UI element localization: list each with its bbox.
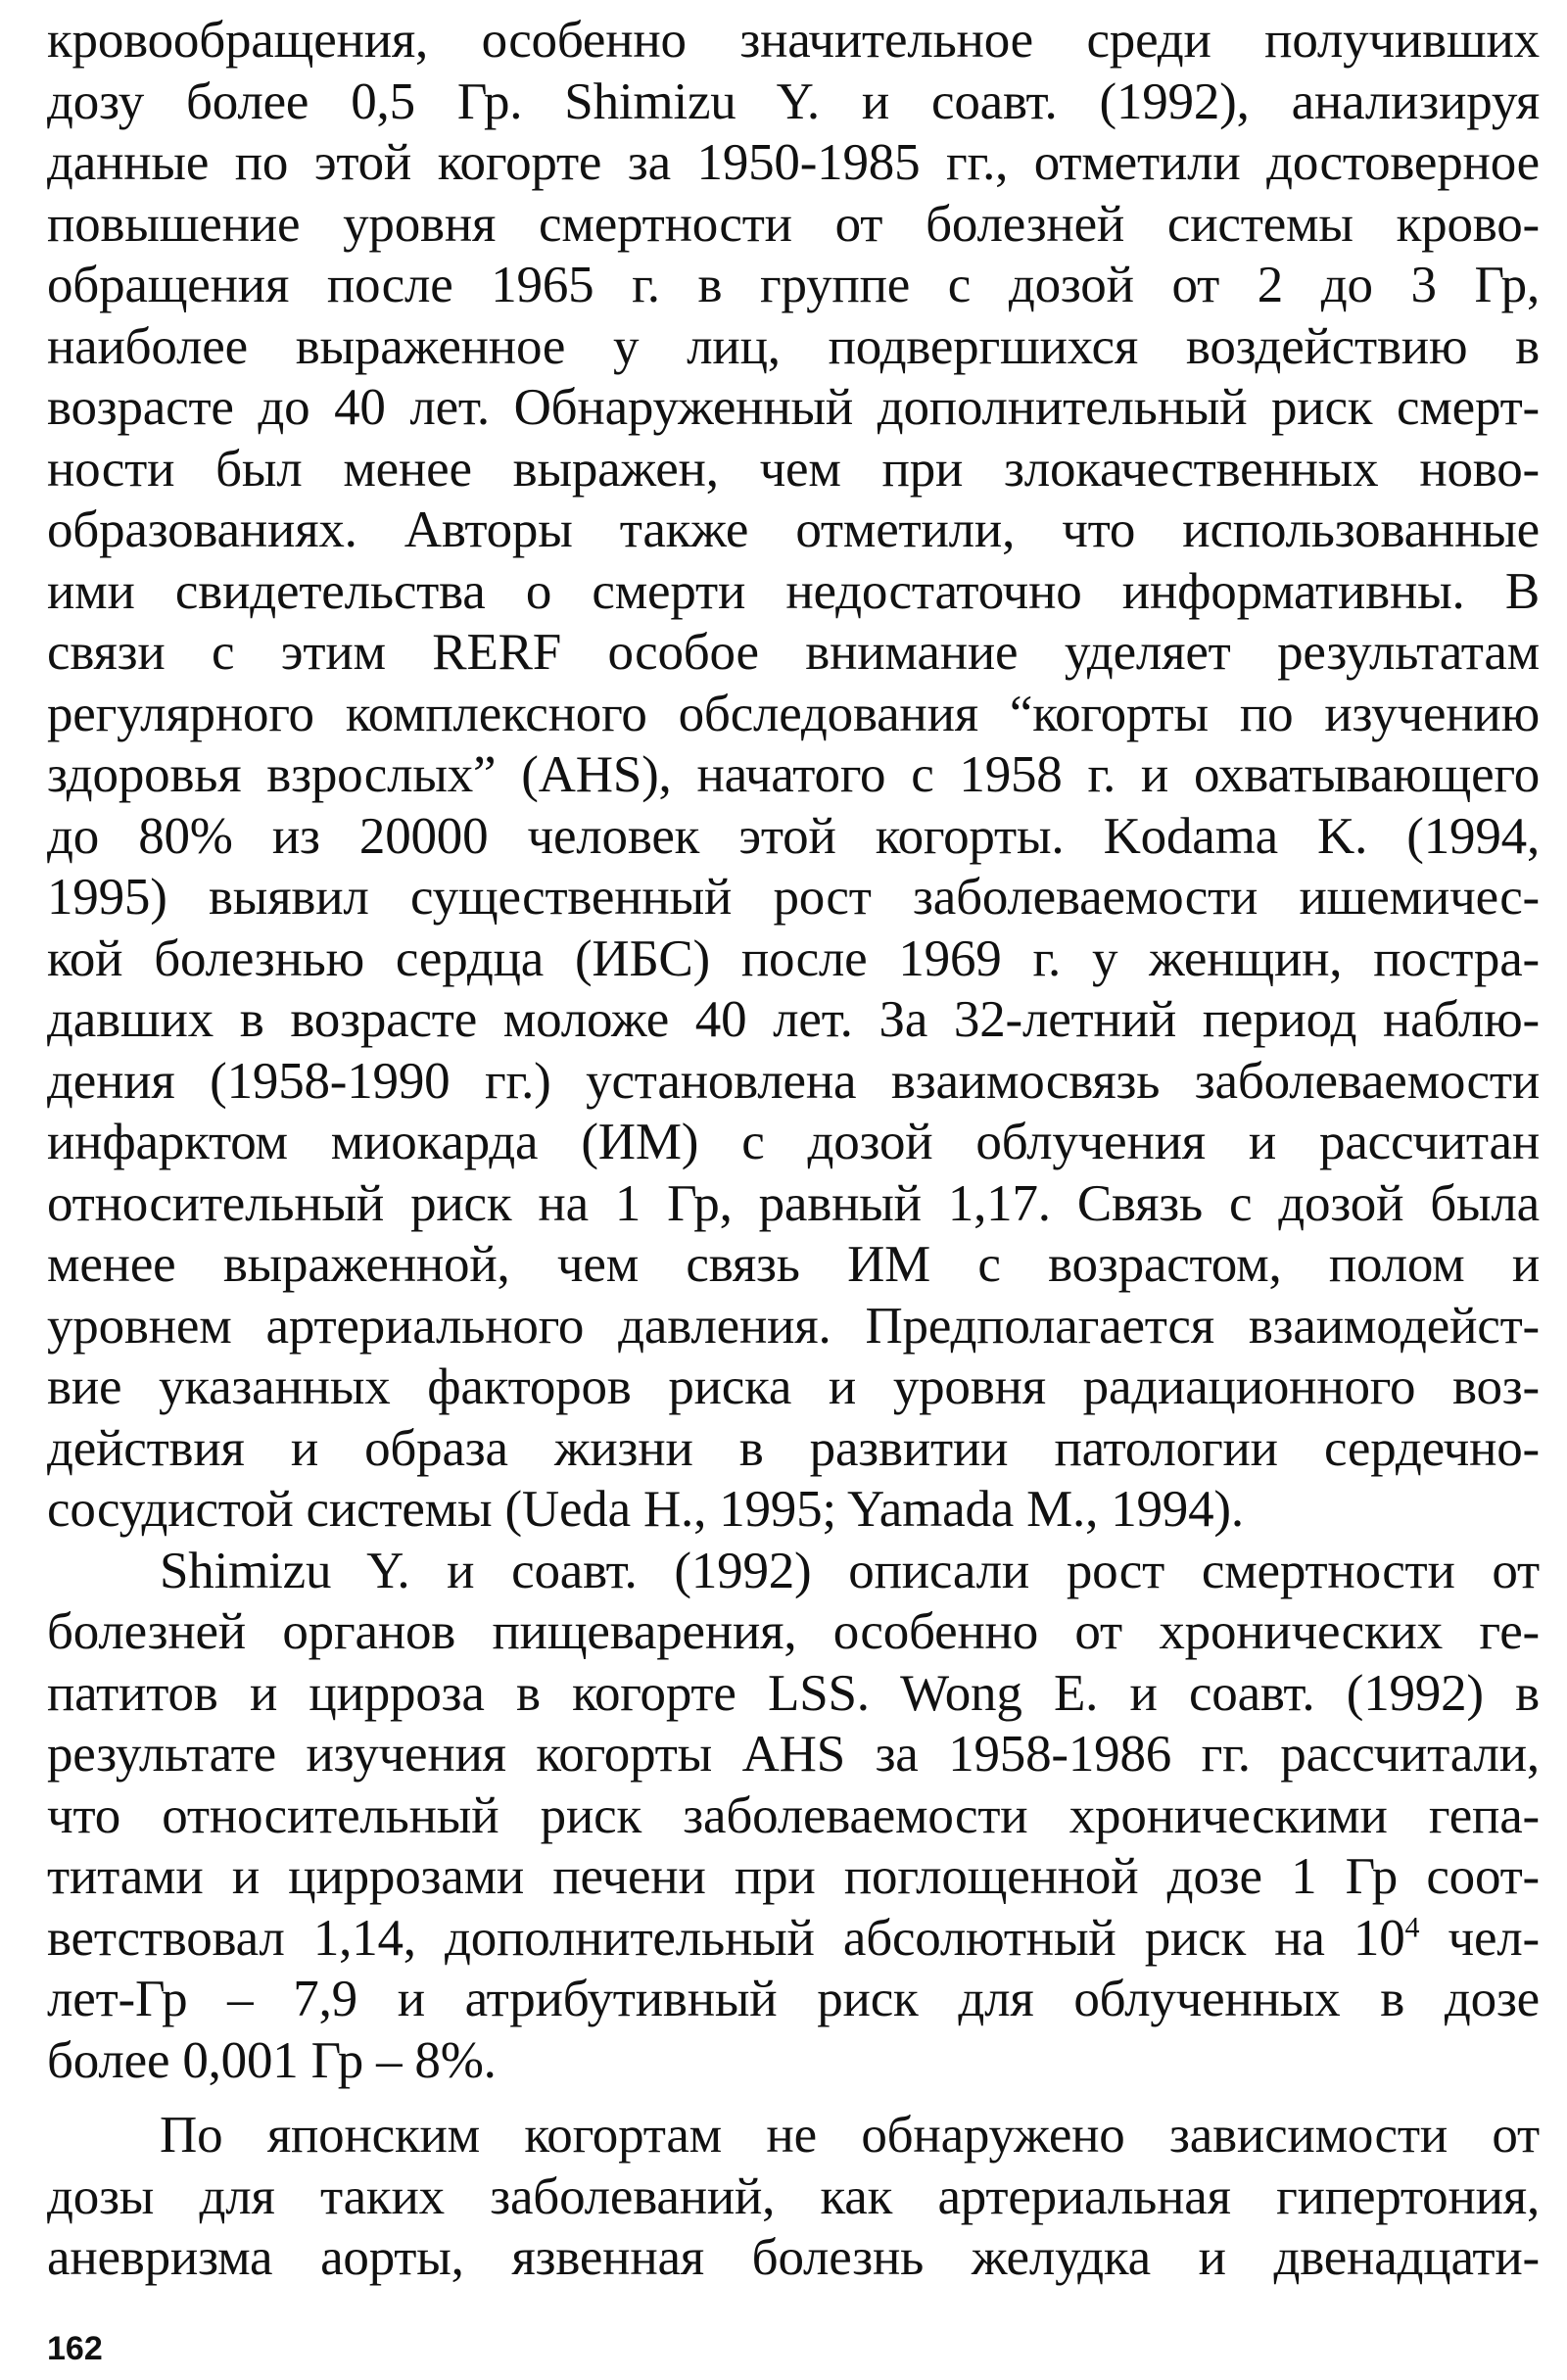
text-line: возрасте до 40 лет. Обнаруженный дополнительный риск смерт-: [47, 379, 1540, 436]
text-line: менее выраженной, чем связь ИМ с возрастом, полом и: [47, 1236, 1540, 1293]
text-line: болезней органов пищеварения, особенно от хронических ге-: [47, 1603, 1540, 1660]
text-line: наиболее выраженное у лиц, подвергшихся воздействию в: [47, 317, 1540, 375]
text-line: вие указанных факторов риска и уровня радиационного воз-: [47, 1358, 1540, 1415]
text-line: дозу более 0,5 Гр. Shimizu Y. и соавт. (1992), анализируя: [47, 72, 1540, 130]
text-line: что относительный риск заболеваемости хроническими гепа-: [47, 1786, 1540, 1844]
line-text: ветствовал 1,14, дополнительный абсолютный риск на 10: [47, 1909, 1405, 1967]
text-line-with-superscript: [47, 1908, 1540, 1970]
text-line: лет-Гр – 7,9 и атрибутивный риск для облученных в дозе: [47, 1971, 1540, 2027]
text-line: аневризма аорты, язвенная болезнь желудка и двенадцати-: [47, 2229, 1540, 2286]
paragraph-2: [47, 1541, 1540, 2092]
text-line: Shimizu Y. и соавт. (1992) описали рост смертности от: [160, 1542, 1540, 1599]
page-number: 162: [47, 2330, 103, 2367]
text-line: инфарктом миокарда (ИМ) с дозой облучения и рассчитан: [47, 1114, 1540, 1170]
text-line: дозы для таких заболеваний, как артериальная гипертония,: [47, 2167, 1540, 2225]
paragraph-1: [47, 10, 1540, 1541]
text-line: уровнем артериального давления. Предполагается взаимодейст-: [47, 1297, 1540, 1355]
text-line: давших в возрасте моложе 40 лет. За 32-летний период наблю-: [47, 991, 1540, 1048]
text-line: относительный риск на 1 Гр, равный 1,17. Связь с дозой была: [47, 1174, 1540, 1232]
paragraph-3: [47, 2105, 1540, 2289]
text-line: данные по этой когорте за 1950-1985 гг., отметили достоверное: [47, 134, 1540, 191]
text-line: результате изучения когорты AHS за 1958-1986 гг. рассчитали,: [47, 1726, 1540, 1783]
line-text-continuation: чел-: [1419, 1909, 1541, 1967]
text-line: кой болезнью сердца (ИБС) после 1969 г. у женщин, постра-: [47, 929, 1540, 987]
text-line: титами и циррозами печени при поглощенной дозе 1 Гр соот-: [47, 1848, 1540, 1905]
text-line: до 80% из 20000 человек этой когорты. Kodama K. (1994,: [47, 807, 1540, 865]
text-line: сосудистой системы (Ueda H., 1995; Yamada M., 1994).: [47, 1481, 1244, 1538]
superscript-exponent: 4: [1404, 1910, 1420, 1943]
text-line: ности был менее выражен, чем при злокачественных ново-: [47, 440, 1540, 498]
paragraph-spacer: [47, 2091, 1540, 2105]
text-line: По японским когортам не обнаружено зависимости от: [160, 2107, 1540, 2164]
text-line: здоровья взрослых” (AHS), начатого с 1958 г. и охватывающего: [47, 746, 1540, 803]
text-line: обращения после 1965 г. в группе с дозой от 2 до 3 Гр,: [47, 257, 1540, 313]
text-line: патитов и цирроза в когорте LSS. Wong E. и соавт. (1992) в: [47, 1664, 1540, 1722]
text-line: повышение уровня смертности от болезней системы крово-: [47, 195, 1540, 253]
text-line: кровообращения, особенно значительное среди получивших: [47, 12, 1540, 69]
text-line: ими свидетельства о смерти недостаточно информативны. В: [47, 562, 1540, 620]
text-line: регулярного комплексного обследования “когорты по изучению: [47, 685, 1540, 742]
text-line: образованиях. Авторы также отметили, что использованные: [47, 501, 1540, 558]
text-line: дения (1958-1990 гг.) установлена взаимосвязь заболеваемости: [47, 1052, 1540, 1110]
text-line: связи с этим RERF особое внимание уделяет результатам: [47, 624, 1540, 681]
text-line: 1995) выявил существенный рост заболеваемости ишемичес-: [47, 869, 1540, 926]
page-text: [47, 10, 1540, 2289]
text-line: более 0,001 Гр – 8%.: [47, 2031, 497, 2089]
text-line: действия и образа жизни в развитии патологии сердечно-: [47, 1419, 1540, 1477]
